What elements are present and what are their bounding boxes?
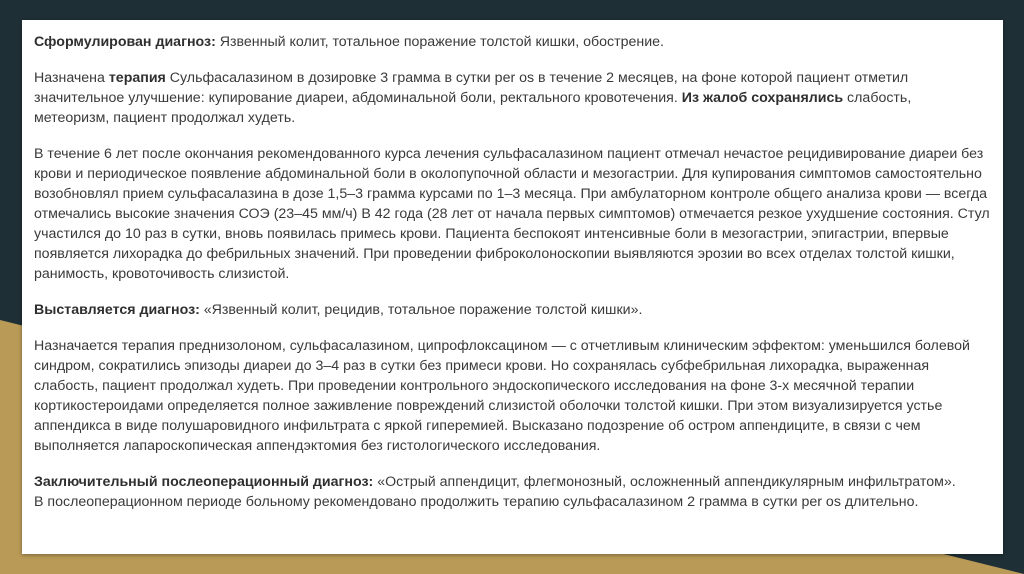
final-diagnosis-label: Заключительный послеоперационный диагноз: [34,474,374,490]
diagnosis-label: Сформулирован диагноз: [34,34,216,50]
postop-recommendation: В послеоперационном периоде больному рекомендовано продолжить терапию сульфасалазином 2 грамма в сутки per os длительно. [34,494,919,510]
therapy-paragraph [34,68,990,128]
therapy-text-3: слабость, метеоризм, пациент продолжал худеть. [34,90,912,126]
slide-content [34,32,990,528]
treatment-paragraph: Назначается терапия преднизолоном, сульфасалазином, ципрофлоксацином — с отчетливым клиническим эффектом: уменьшился болевой синдром, сократились эпизоды диареи до 3–4 раз в сутки без примеси крови. Но сохранялась субфебрильная лихорадка, выраженная слабость, пациент продолжал худеть. При проведении контрольного эндоскопического исследования на фоне 3-х месячной терапии кортикостероидами определяется полное заживление повреждений слизистой оболочки толстой кишки. При этом визуализируется устье аппендикса в виде полушаровидного инфильтрата с яркой гиперемией. Высказано подозрение об остром аппендиците, в связи с чем выполняется лапароскопическая аппендэктомия без гистологического исследования. [34,338,970,454]
final-diagnosis-paragraph [34,472,990,512]
therapy-text-1: Назначена [34,70,109,86]
slide-card [22,20,1003,554]
history-paragraph: В течение 6 лет после окончания рекомендованного курса лечения сульфасалазином пациент отмечал нечастое рецидивирование диареи без крови и периодическое появление абдоминальной боли в околопупочной области и мезогастрии. Для купирования симптомов самостоятельно возобновлял прием сульфасалазина в дозе 1,5–3 грамма курсами по 1–3 месяца. При амбулаторном контроле общего анализа крови — всегда отмечались высокие значения СОЭ (23–45 мм/ч) В 42 года (28 лет от начала первых симптомов) отмечается резкое ухудшение состояния. Стул участился до 10 раз в сутки, вновь появилась примесь крови. Пациента беспокоят интенсивные боли в мезогастрии, эпигастрии, впервые появляется лихорадка до фебрильных значений. При проведении фиброколоноскопии выявляются эрозии во всех отделах толстой кишки, ранимость, кровоточивость слизистой. [34,146,990,282]
relapse-diagnosis-paragraph [34,300,990,320]
relapse-diagnosis-label: Выставляется диагноз: [34,302,200,318]
therapy-bold: терапия [108,70,166,86]
complaints-bold: Из жалоб сохранялись [681,90,844,106]
diagnosis-paragraph [34,32,990,52]
final-diagnosis-text: «Острый аппендицит, флегмонозный, осложненный аппендикулярным инфильтратом». [373,474,956,490]
therapy-text-2: Сульфасалазином в дозировке 3 грамма в сутки per os в течение 2 месяцев, на фоне которой пациент отметил значительное улучшение: купирование диареи, абдоминальной боли, ректального кровотечения. [34,70,909,106]
diagnosis-text: Язвенный колит, тотальное поражение толстой кишки, обострение. [215,34,664,50]
relapse-diagnosis-text: «Язвенный колит, рецидив, тотальное поражение толстой кишки». [199,302,643,318]
